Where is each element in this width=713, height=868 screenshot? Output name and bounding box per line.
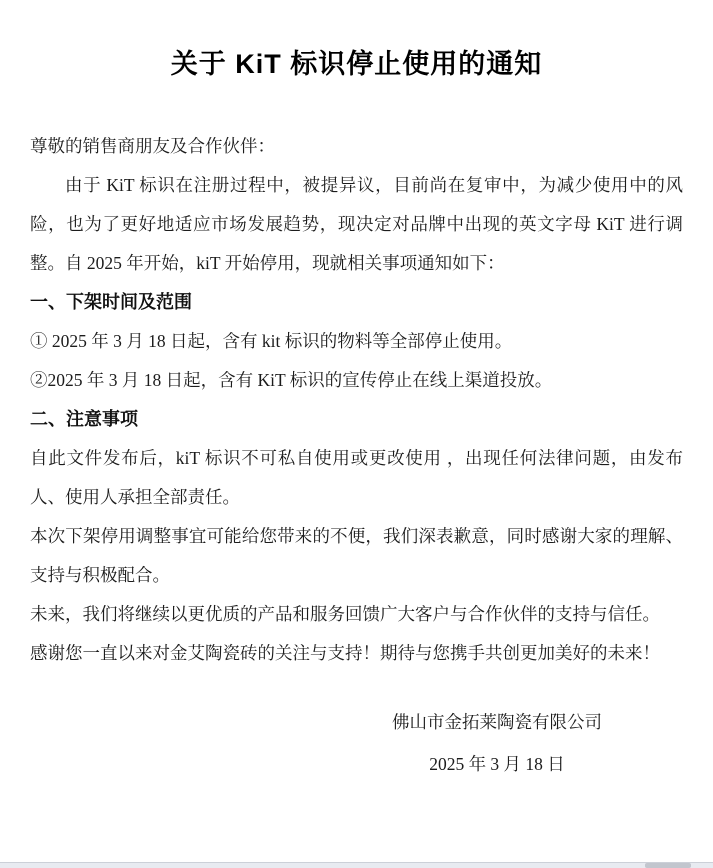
- section-2-heading: 二、注意事项: [30, 409, 138, 429]
- document-body: [0, 127, 713, 785]
- section-1-heading: 一、下架时间及范围: [30, 292, 192, 312]
- section-2-paragraph-1: 自此文件发布后，kiT 标识不可私自使用或更改使用 ，出现任何法律问题，由发布人、使用人承担全部责任。: [30, 448, 683, 507]
- section-2-paragraph-4: 感谢您一直以来对金艾陶瓷砖的关注与支持！期待与您携手共创更加美好的未来！: [30, 643, 660, 663]
- signature-date: 2025 年 3 月 18 日: [429, 754, 565, 774]
- section-1-item-1: ① 2025 年 3 月 18 日起，含有 kit 标识的物料等全部停止使用。: [30, 331, 513, 351]
- scrollbar-thumb[interactable]: [645, 863, 691, 868]
- horizontal-scrollbar[interactable]: [0, 862, 713, 868]
- section-1-item-2: ②2025 年 3 月 18 日起，含有 KiT 标识的宣传停止在线上渠道投放。: [30, 370, 553, 390]
- salutation: 尊敬的销售商朋友及合作伙伴：: [30, 136, 275, 156]
- signature-block: [357, 701, 637, 785]
- signature-company: 佛山市金拓莱陶瓷有限公司: [392, 712, 602, 732]
- section-2-paragraph-2: 本次下架停用调整事宜可能给您带来的不便，我们深表歉意，同时感谢大家的理解、支持与积极配合。: [30, 526, 683, 585]
- intro-paragraph: 由于 KiT 标识在注册过程中，被提异议，目前尚在复审中，为减少使用中的风险，也为了更好地适应市场发展趋势，现决定对品牌中出现的英文字母 KiT 进行调整。自 2025 年开始，kiT 开始停用，现就相关事项通知如下：: [30, 175, 683, 273]
- document-title: 关于 KiT 标识停止使用的通知: [170, 49, 543, 79]
- section-2-paragraph-3: 未来，我们将继续以更优质的产品和服务回馈广大客户与合作伙伴的支持与信任。: [30, 604, 660, 624]
